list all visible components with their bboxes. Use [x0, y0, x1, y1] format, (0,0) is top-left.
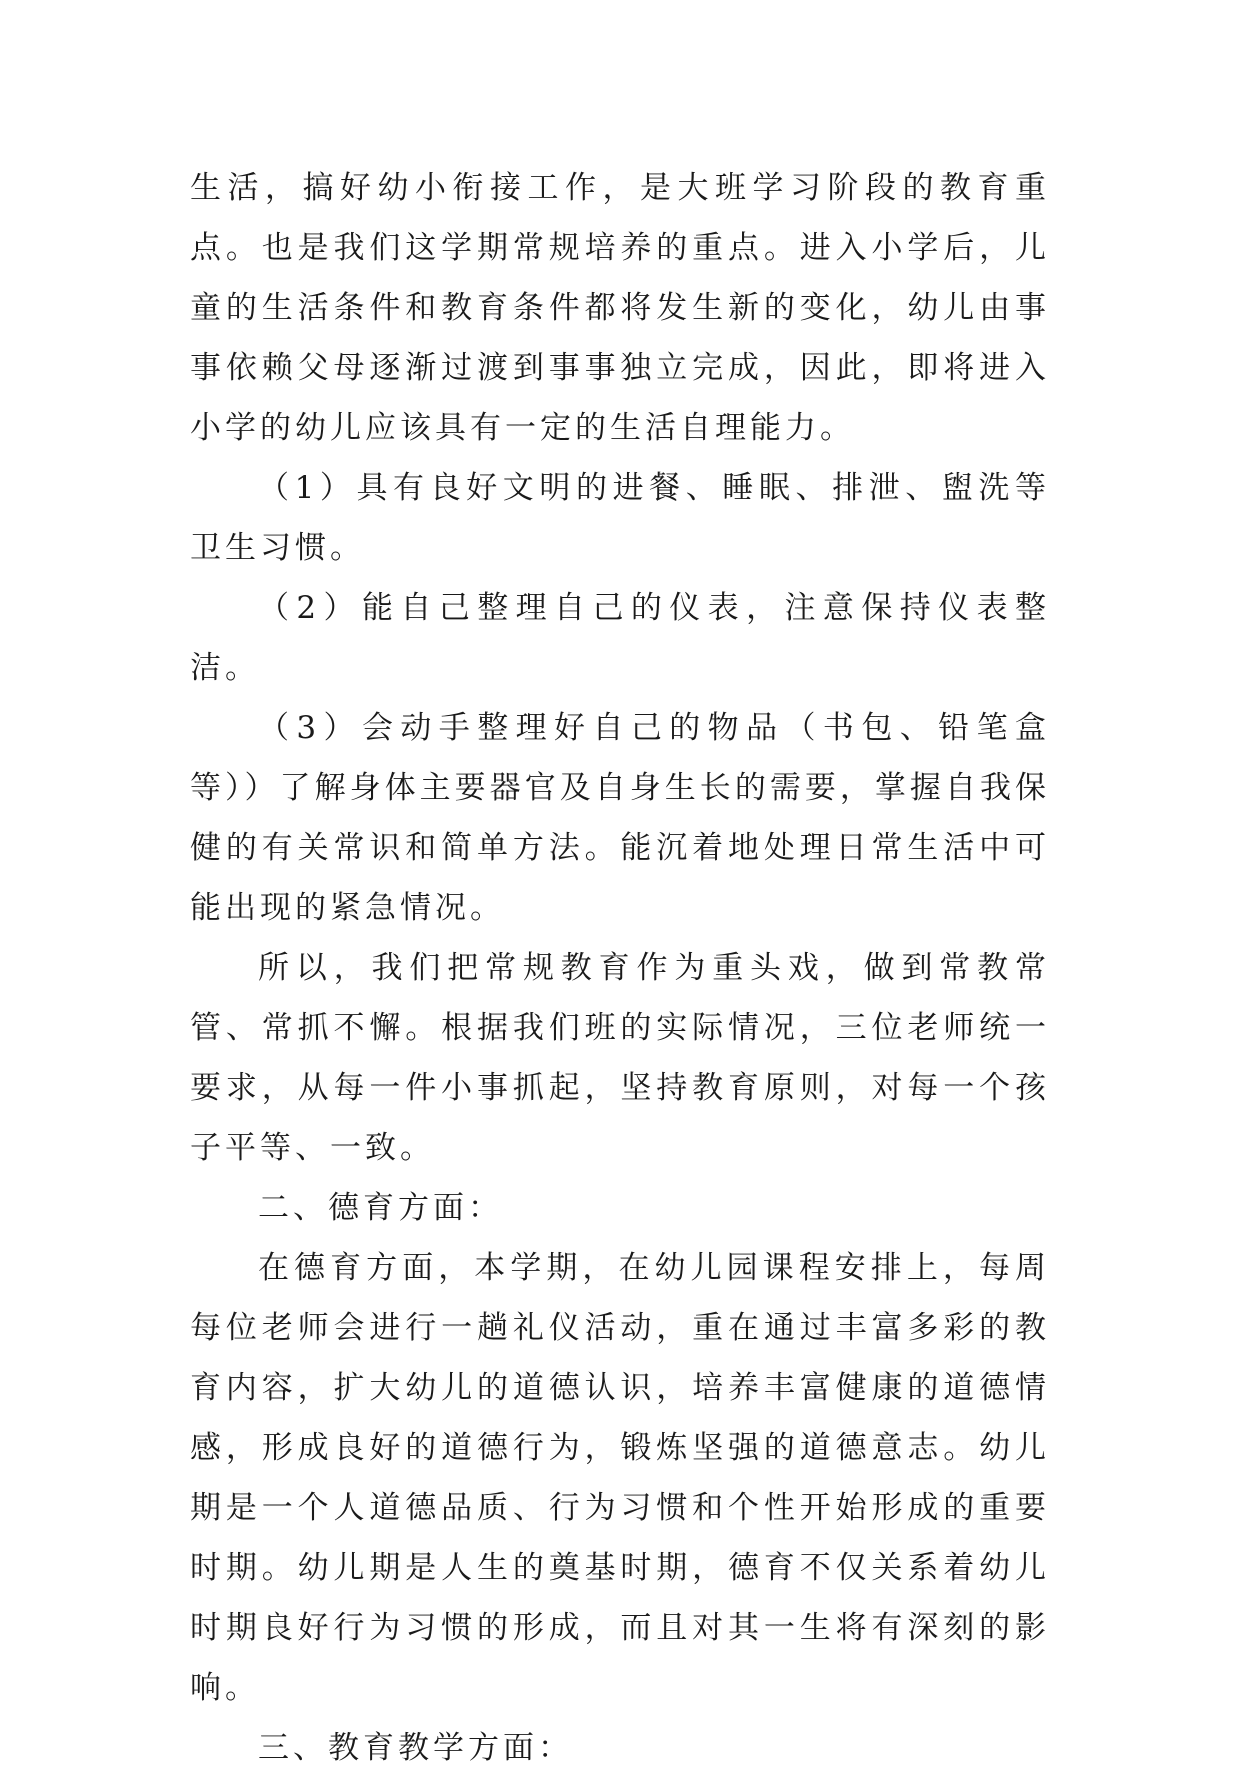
paragraph-item-2: （2）能自己整理自己的仪表，注意保持仪表整洁。	[190, 590, 1050, 686]
paragraph-life-skills-intro: 生活，搞好幼小衔接工作，是大班学习阶段的教育重点。也是我们这学期常规培养的重点。进入小学后，儿童的生活条件和教育条件都将发生新的变化，幼儿由事事依赖父母逐渐过渡到事事独立完成，因此，即将进入小学的幼儿应该具有一定的生活自理能力。	[190, 170, 1050, 446]
paragraph-moral-education: 在德育方面，本学期，在幼儿园课程安排上，每周每位老师会进行一趟礼仪活动，重在通过丰富多彩的教育内容，扩大幼儿的道德认识，培养丰富健康的道德情感，形成良好的道德行为，锻炼坚强的道德意志。幼儿期是一个人道德品质、行为习惯和个性开始形成的重要时期。幼儿期是人生的奠基时期，德育不仅关系着幼儿时期良好行为习惯的形成，而且对其一生将有深刻的影响。	[190, 1250, 1050, 1706]
section-heading-teaching: 三、教育教学方面：	[258, 1730, 573, 1766]
paragraph-item-3: （3）会动手整理好自己的物品（书包、铅笔盒等））了解身体主要器官及自身生长的需要，掌握自我保健的有关常识和简单方法。能沉着地处理日常生活中可能出现的紧急情况。	[190, 710, 1050, 926]
paragraph-routine-education: 所以，我们把常规教育作为重头戏，做到常教常管、常抓不懈。根据我们班的实际情况，三位老师统一要求，从每一件小事抓起，坚持教育原则，对每一个孩子平等、一致。	[190, 950, 1050, 1166]
paragraph-item-1: （1）具有良好文明的进餐、睡眠、排泄、盥洗等卫生习惯。	[190, 470, 1050, 566]
document-body	[190, 158, 1050, 1778]
section-heading-moral-education: 二、德育方面：	[258, 1190, 503, 1226]
